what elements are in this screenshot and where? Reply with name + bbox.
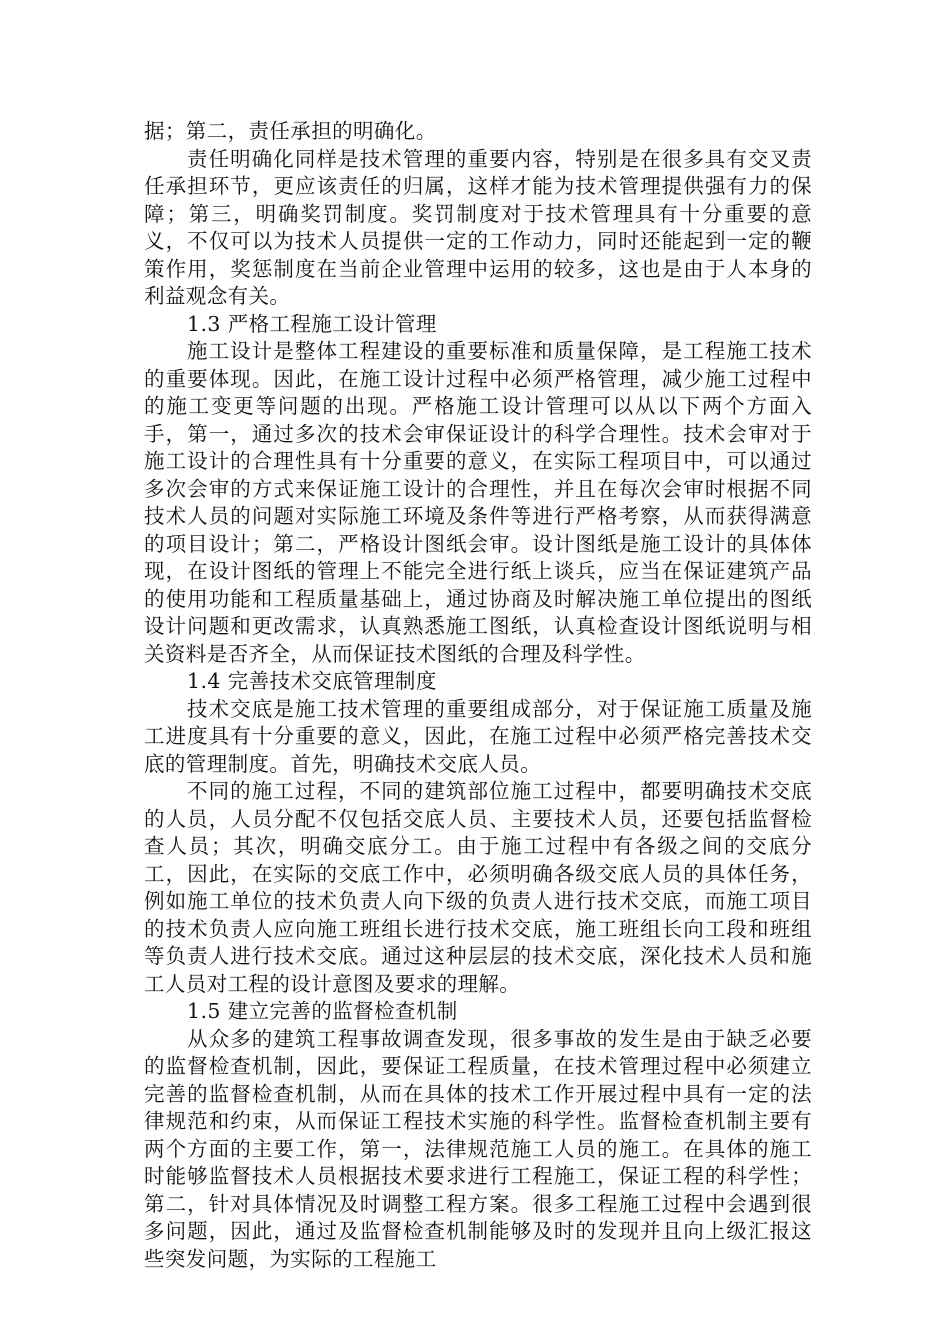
section-heading: 1.5 建立完善的监督检查机制 <box>187 999 458 1023</box>
section-heading: 1.4 完善技术交底管理制度 <box>187 669 437 693</box>
section-heading: 1.3 严格工程施工设计管理 <box>187 311 437 336</box>
document-body <box>144 118 812 1273</box>
paragraph: 从众多的建筑工程事故调查发现，很多事故的发生是由于缺乏必要的监督检查机制，因此，要保证工程质量，在技术管理过程中必须建立完善的监督检查机制，从而在具体的技术工作开展过程中具有一定的法律规范和约束，从而保证工程技术实施的科学性。监督检查机制主要有两个方面的主要工作，第一，法律规范施工人员的施工。在具体的施工时能够监督技术人员根据技术要求进行工程施工，保证工程的科学性；第二，针对具体情况及时调整工程方案。很多工程施工过程中会遇到很多问题，因此，通过及监督检查机制能够及时的发现并且向上级汇报这些突发问题，为实际的工程施工 <box>144 1026 812 1271</box>
paragraph: 据；第二，责任承担的明确化。 <box>144 119 437 143</box>
paragraph: 责任明确化同样是技术管理的重要内容，特别是在很多具有交叉责任承担环节，更应该责任的归属，这样才能为技术管理提供强有力的保障；第三，明确奖罚制度。奖罚制度对于技术管理具有十分重要的意义，不仅可以为技术人员提供一定的工作动力，同时还能起到一定的鞭策作用，奖惩制度在当前企业管理中运用的较多，这也是由于人本身的利益观念有关。 <box>144 146 812 308</box>
paragraph: 施工设计是整体工程建设的重要标准和质量保障，是工程施工技术的重要体现。因此，在施工设计过程中必须严格管理，减少施工过程中的施工变更等问题的出现。严格施工设计管理可以从以下两个方面入手，第一，通过多次的技术会审保证设计的科学合理性。技术会审对于施工设计的合理性具有十分重要的意义，在实际工程项目中，可以通过多次会审的方式来保证施工设计的合理性，并且在每次会审时根据不同技术人员的问题对实际施工环境及条件等进行严格考察，从而获得满意的项目设计；第二，严格设计图纸会审。设计图纸是施工设计的具体体现，在设计图纸的管理上不能完全进行纸上谈兵，应当在保证建筑产品的使用功能和工程质量基础上，通过协商及时解决施工单位提出的图纸设计问题和更改需求，认真熟悉施工图纸，认真检查设计图纸说明与相关资料是否齐全，从而保证技术图纸的合理及科学性。 <box>144 339 812 666</box>
paragraph: 不同的施工过程，不同的建筑部位施工过程中，都要明确技术交底的人员，人员分配不仅包括交底人员、主要技术人员，还要包括监督检查人员；其次，明确交底分工。由于施工过程中有各级之间的交底分工，因此，在实际的交底工作中，必须明确各级交底人员的具体任务，例如施工单位的技术负责人向下级的负责人进行技术交底，而施工项目的技术负责人应向施工班组长进行技术交底，施工班组长向工段和班组等负责人进行技术交底。通过这种层层的技术交底，深化技术人员和施工人员对工程的设计意图及要求的理解。 <box>144 779 812 996</box>
paragraph: 技术交底是施工技术管理的重要组成部分，对于保证施工质量及施工进度具有十分重要的意义，因此，在施工过程中必须严格完善技术交底的管理制度。首先，明确技术交底人员。 <box>144 696 812 776</box>
